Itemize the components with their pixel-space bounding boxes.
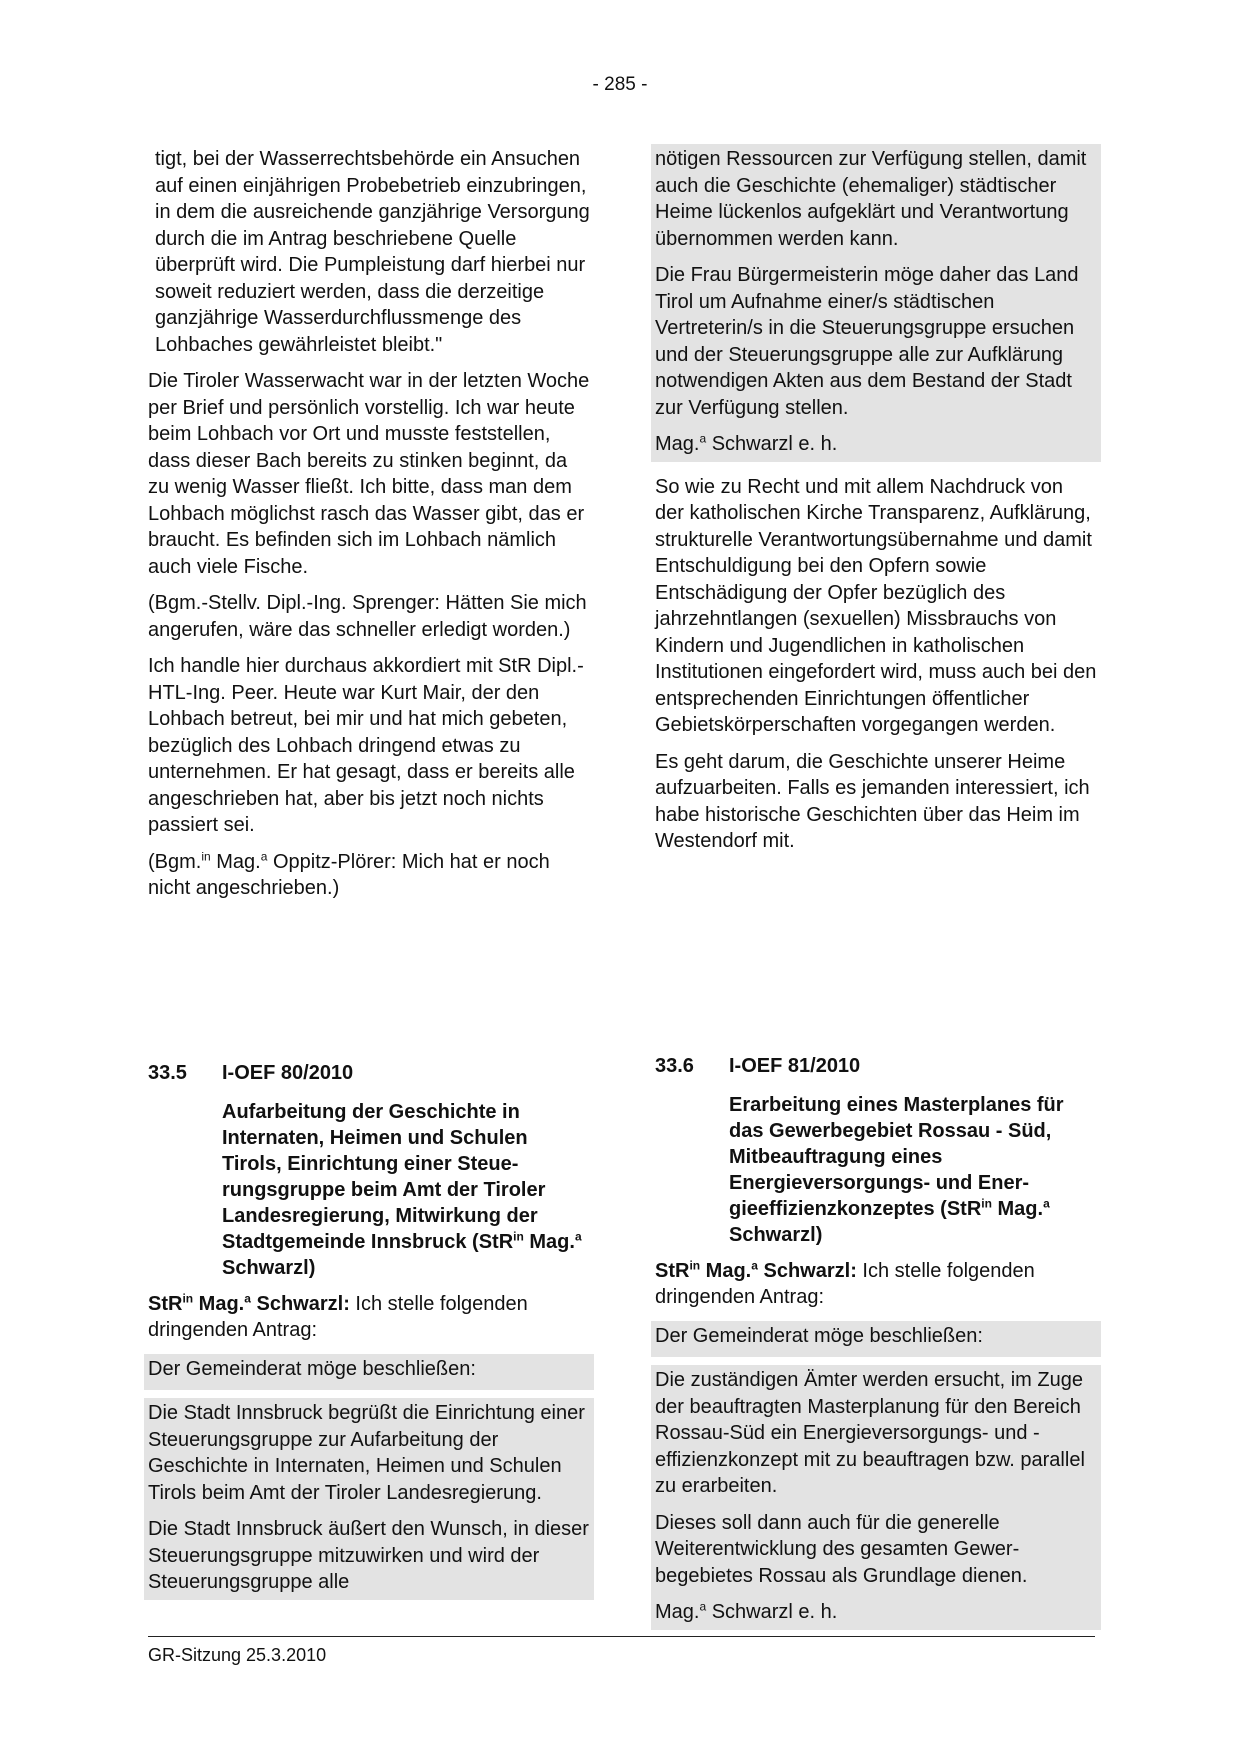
signature: Mag.$^a$ Schwarzl e. h. bbox=[655, 1599, 838, 1623]
motion-paragraph: Der Gemeinderat möge beschließen: bbox=[655, 1324, 983, 1347]
page-number: - 285 - bbox=[592, 74, 648, 95]
section-number: 33.6 bbox=[655, 1055, 694, 1077]
paragraph: Die Tiroler Wasserwacht war in der letzten Woche per Brief und persönlich vorstellig. Ich war heute beim Lohbach vor Ort und musste feststellen, dass dieser Bach bereits zu stinken beginnt, da zu wenig Wasser fließt. Ich bitte, dass man dem Lohbach möglichst rasch das Wasser gibt, das er braucht. Es befinden sich im Lohbach nämlich auch viele Fische. bbox=[148, 370, 590, 578]
paragraph: Es geht darum, die Geschichte unserer Heime aufzuarbeiten. Falls es jemanden interessiert, ich habe historische Geschichten über das Heim im Westendorf mit. bbox=[655, 750, 1090, 852]
motion-intro: StR$^{in}$ Mag.$^a$ Schwarzl: Ich stelle folgenden dringenden Antrag: bbox=[655, 1257, 1035, 1308]
paragraph: Ich handle hier durchaus akkordiert mit StR Dipl.-HTL-Ing. Peer. Heute war Kurt Mair, der den Lohbach betreut, bei mir und hat mich gebeten, bezüglich des Lohbach dringend etwas zu unternehmen. Er hat gesagt, dass er bereits alle angeschrieben hat, aber bis jetzt noch nichts passiert sei. bbox=[148, 655, 584, 836]
interjection: (Bgm.$^{in}$ Mag.$^a$ Oppitz-Plörer: Mich hat er noch nicht angeschrieben.) bbox=[148, 848, 550, 899]
motion-paragraph: Der Gemeinderat möge beschließen: bbox=[148, 1357, 476, 1380]
section-heading bbox=[655, 1053, 1097, 1080]
right-column-top bbox=[655, 146, 1097, 865]
interjection: (Bgm.-Stellv. Dipl.-Ing. Sprenger: Hätten Sie mich angerufen, wäre das schneller erledigt worden.) bbox=[148, 592, 587, 641]
motion-paragraph: Die zuständigen Ämter werden ersucht, im Zuge der beauftragten Masterplanung für den Bereich Rossau-Süd ein Energieversorgungs- und -effizienzkonzept mit zu beauftragen bzw. parallel zu erarbeiten. bbox=[655, 1369, 1085, 1497]
motion-text-shaded bbox=[651, 1365, 1101, 1630]
motion-paragraph: Die Frau Bürgermeisterin möge daher das Land Tirol um Aufnahme einer/s städtischen Vertreterin/s in die Steuerungsgruppe ersuchen und der Steuerungsgruppe alle zur Aufklärung notwendigen Akten aus dem Bestand der Stadt zur Verfügung stellen. bbox=[655, 264, 1079, 419]
paragraph: So wie zu Recht und mit allem Nachdruck von der katholischen Kirche Transparenz, Aufklärung, strukturelle Verantwortungsübernahme und damit Entschuldigung bei den Opfern sowie Entschädigung der Opfer bezüglich des jahrzehntlangen (sexuellen) Missbrauchs von Kindern und Jugendlichen in katholischen Institutionen eingefordert wird, muss auch bei den entsprechenden Einrichtungen öffentlicher Gebietskörperschaften vorgegangen werden. bbox=[655, 475, 1097, 736]
motion-paragraph: Die Stadt Innsbruck äußert den Wunsch, in dieser Steuerungsgruppe mitzuwirken und wird der Steuerungsgruppe alle bbox=[148, 1518, 589, 1593]
section-33-6 bbox=[655, 1053, 1097, 1630]
motion-paragraph: nötigen Ressourcen zur Verfügung stellen, damit auch die Geschichte (ehemaliger) städtischer Heime lückenlos aufgeklärt und Verantwortung übernommen werden kann. bbox=[655, 148, 1087, 250]
motion-paragraph: Die Stadt Innsbruck begrüßt die Einrichtung einer Steuerungsgruppe zur Aufarbeitung der Geschichte in Internaten, Heimen und Schulen Tirols beim Amt der Tiroler Landesregierung. bbox=[148, 1402, 585, 1504]
footer-text: GR-Sitzung 25.3.2010 bbox=[148, 1645, 327, 1665]
motion-text-shaded bbox=[144, 1354, 594, 1391]
motion-text-shaded bbox=[144, 1398, 594, 1600]
motion-text-shaded bbox=[651, 1321, 1101, 1358]
motion-intro: StR$^{in}$ Mag.$^a$ Schwarzl: Ich stelle folgenden dringenden Antrag: bbox=[148, 1290, 528, 1341]
signature: Mag.$^a$ Schwarzl e. h. bbox=[655, 431, 838, 455]
motion-paragraph: Dieses soll dann auch für die generelle Weiterentwicklung des gesamten Gewerbegebietes Rossau als Grundlage dienen. bbox=[655, 1511, 1028, 1587]
section-number: 33.5 bbox=[148, 1062, 187, 1084]
footer-divider bbox=[148, 1636, 1095, 1637]
section-title: Aufarbeitung der Geschichte in Internaten, Heimen und Schulen Tirols, Einrichtung einer Steuerungsgruppe beim Amt der Tiroler Landesregierung, Mitwirkung der Stadtgemeinde Innsbruck (StR$^{in}$ Mag.$^a$ Schwarzl) bbox=[222, 1100, 582, 1279]
quote-paragraph: tigt, bei der Wasserrechtsbehörde ein Ansuchen auf einen einjährigen Probebetrieb einzubringen, in dem die ausreichende ganzjährige Versorgung durch die im Antrag beschriebene Quelle überprüft wird. Die Pumpleistung darf hierbei nur soweit reduziert werden, dass die derzeitige ganzjährige Wasserdurchflussmenge des Lohbaches gewährleistet bleibt." bbox=[155, 148, 590, 356]
section-code: I-OEF 81/2010 bbox=[729, 1055, 861, 1077]
section-33-5 bbox=[148, 1060, 590, 1600]
left-column-top bbox=[148, 146, 590, 912]
section-heading bbox=[148, 1060, 590, 1087]
section-code: I-OEF 80/2010 bbox=[222, 1062, 354, 1084]
motion-text-shaded bbox=[651, 144, 1101, 462]
section-title: Erarbeitung eines Masterplanes für das Gewerbegebiet Rossau - Süd, Mitbeauftragung eines Energieversorgungs- und Energieeffizienzkonzeptes (StR$^{in}$ Mag.$^a$ Schwarzl) bbox=[729, 1093, 1064, 1246]
